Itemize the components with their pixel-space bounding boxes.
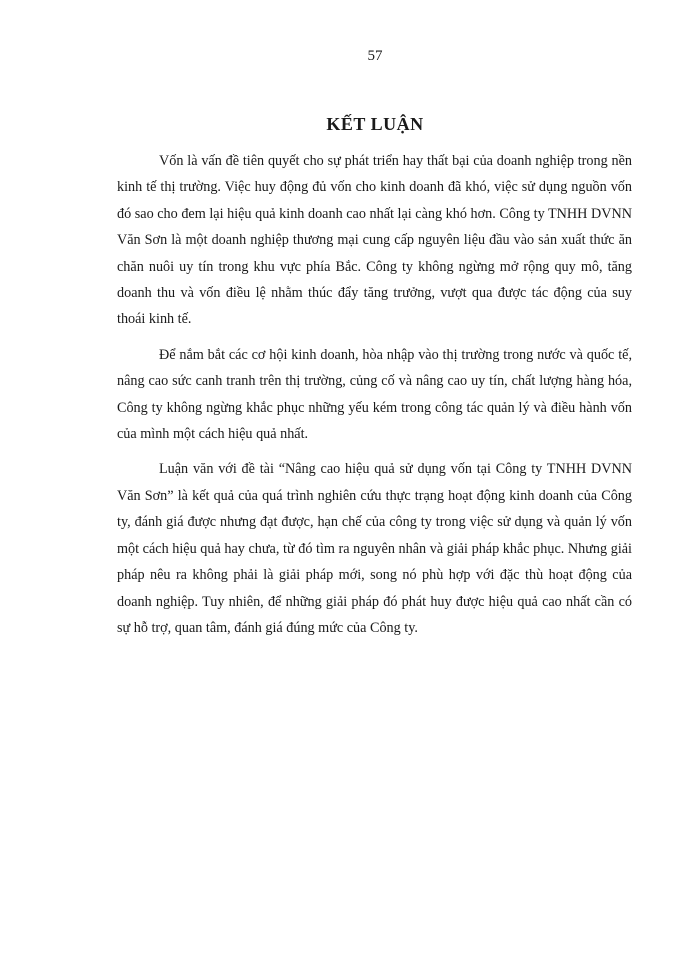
page-title: KẾT LUẬN xyxy=(326,114,424,134)
page-number: 57 xyxy=(367,48,383,64)
paragraph-2: Để nắm bắt các cơ hội kinh doanh, hòa nhập vào thị trường trong nước và quốc tế, nâng cao sức canh tranh trên thị trường, củng cố và nâng cao uy tín, chất lượng hàng hóa, Công ty không ngừng khắc phục những yếu kém trong công tác quản lý và điều hành vốn của mình một cách hiệu quả nhất. xyxy=(117,346,632,443)
document-body xyxy=(117,148,632,650)
paragraph-1: Vốn là vấn đề tiên quyết cho sự phát triển hay thất bại của doanh nghiệp trong nền kinh tế thị trường. Việc huy động đủ vốn cho kinh doanh đã khó, việc sử dụng nguồn vốn đó sao cho đem lại hiệu quả kinh doanh cao nhất lại càng khó hơn. Công ty TNHH DVNN Văn Sơn là một doanh nghiệp thương mại cung cấp nguyên liệu đầu vào sản xuất thức ăn chăn nuôi uy tín trong khu vực phía Bắc. Công ty không ngừng mở rộng quy mô, tăng doanh thu và vốn điều lệ nhằm thúc đẩy tăng trưởng, vượt qua được tác động của suy thoái kinh tế. xyxy=(117,153,632,328)
paragraph-3: Luận văn với đề tài “Nâng cao hiệu quả sử dụng vốn tại Công ty TNHH DVNN Văn Sơn” là kết quả của quá trình nghiên cứu thực trạng hoạt động kinh doanh của Công ty, đánh giá được nhưng đạt được, hạn chế của công ty trong việc sử dụng và quản lý vốn một cách hiệu quả hay chưa, từ đó tìm ra nguyên nhân và giải pháp khắc phục. Nhưng giải pháp nêu ra không phải là giải pháp mới, song nó phù hợp với đặc thù hoạt động của doanh nghiệp. Tuy nhiên, để những giải pháp đó phát huy được hiệu quả cao nhất cần có sự hỗ trợ, quan tâm, đánh giá đúng mức của Công ty. xyxy=(117,461,632,636)
